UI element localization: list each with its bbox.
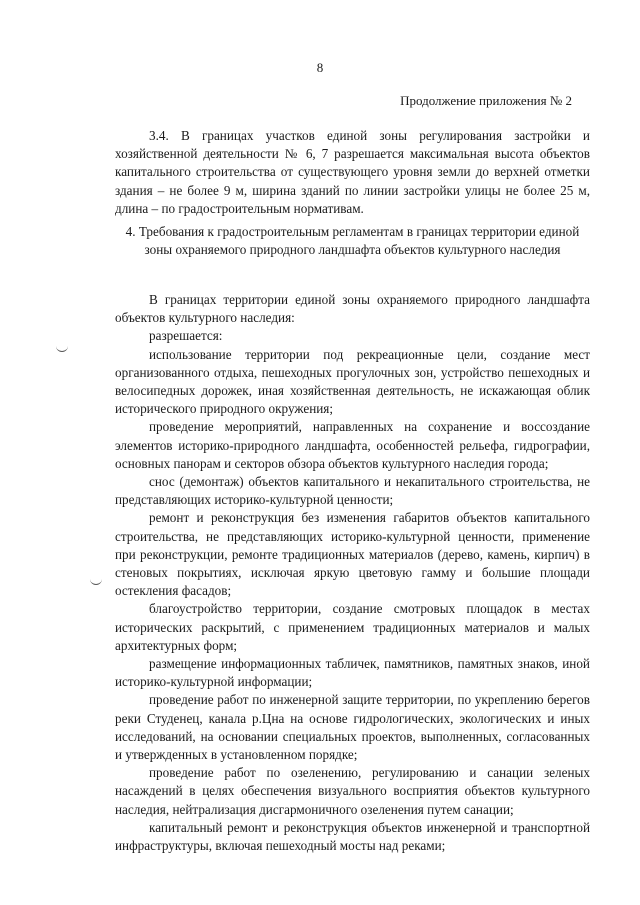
paragraph-infrastructure: капитальный ремонт и реконструкция объектов инженерной и транспортной инфраструктуры, включая пешеходный мосты над реками; [115,819,590,854]
paragraph-demolition: снос (демонтаж) объектов капитального и некапитального строительства, не представляющих историко-культурной ценности; [115,474,590,508]
paragraph-repair-reconstruction: ремонт и реконструкция без изменения габаритов объектов капитального строительства, не представляющих историко-культурной ценности, применение при реконструкции, ремонте традиционных материалов (дерево, камень, кирпич) в стеновых покрытиях, исключая яркую цветовую гамму и большие площади остекления фасадов; [115,510,590,599]
paragraph-landscaping: благоустройство территории, создание смотровых площадок в местах исторических раскрытий, с применением традиционных материалов и малых архитектурных форм; [115,601,590,653]
paragraph-greenery: проведение работ по озеленению, регулированию и санации зеленых насаждений в целях обеспечения визуального восприятия объектов культурного наследия, нейтрализация дисгармоничного озеленения путем санации; [115,765,590,817]
appendix-continuation-note: Продолжение приложения № 2 [400,93,572,108]
page-number: 8 [316,60,324,75]
margin-mark [56,345,68,352]
section-4-body [115,291,590,855]
paragraph-intro: В границах территории единой зоны охраняемого природного ландшафта объектов культурного наследия: [115,292,590,326]
paragraph-recreation-use: использование территории под рекреационные цели, создание мест организованного отдыха, пешеходных прогулочных зон, устройство пешеходных и велосипедных дорожек, иная хозяйственная деятельность, не искажающая облик исторического природного окружения; [115,346,590,417]
paragraph-engineering-protection: проведение работ по инженерной защите территории, по укреплению берегов реки Студенец, канала р.Цна на основе гидрологических, экологических и иных исследований, на основании специальных проектов, выполненных, согласованных и утвержденных в установленном порядке; [115,692,590,763]
paragraph-allowed-label: разрешается: [149,328,223,344]
paragraph-landscape-preservation: проведение мероприятий, направленных на сохранение и воссоздание элементов историко-природного ландшафта, особенностей рельефа, гидрографии, основных панорам и секторов обзора объектов культурного наследия города; [115,419,590,471]
paragraph-3-4: 3.4. В границах участков единой зоны регулирования застройки и хозяйственной деятельности № 6, 7 разрешается максимальная высота объектов капитального строительства от существующего уровня земли до верхней отметки здания – не более 9 м, ширина зданий по линии застройки улицы не более 25 м, длина – по градостроительным нормативам. [115,128,590,216]
margin-mark [90,578,102,585]
paragraph-info-plaques: размещение информационных табличек, памятников, памятных знаков, иной историко-культурной информации; [115,656,590,690]
section-4-heading: 4. Требования к градостроительным регламентам в границах территории единой зоны охраняемого природного ландшафта объектов культурного наследия [125,224,580,258]
section-3-4 [115,127,590,218]
